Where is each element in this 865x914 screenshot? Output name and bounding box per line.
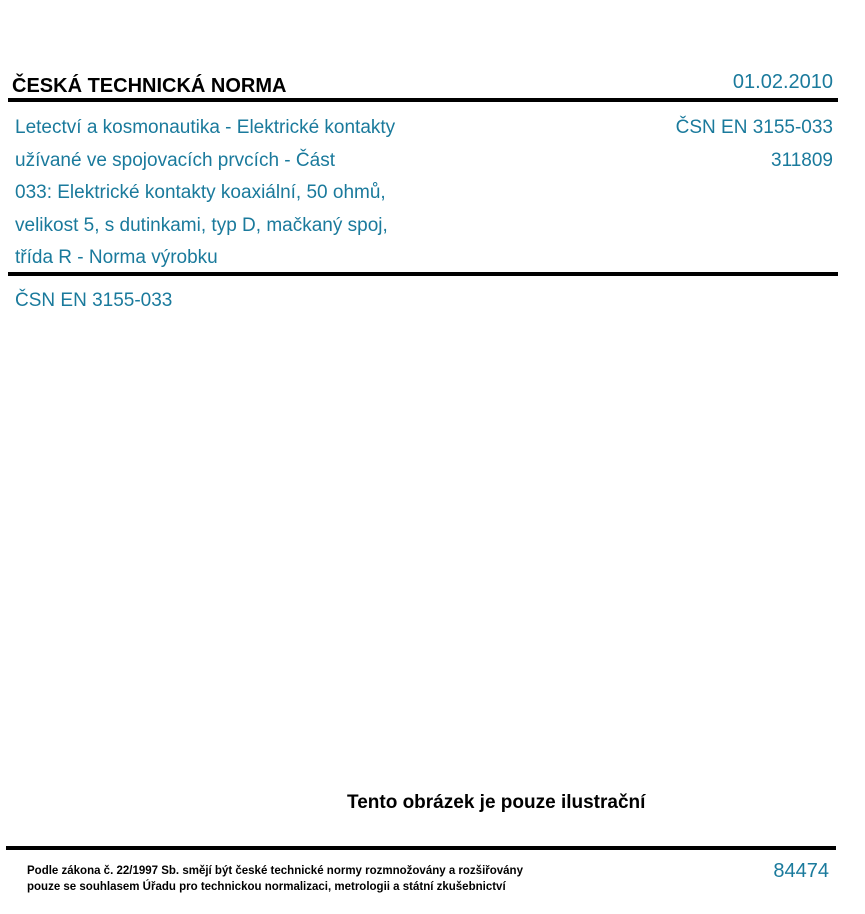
copyright-notice <box>27 864 523 895</box>
document-type-heading: ČESKÁ TECHNICKÁ NORMA <box>12 75 287 97</box>
publication-date: 01.02.2010 <box>732 71 833 93</box>
standard-title-line: Letectví a kosmonautika - Elektrické kontakty <box>15 117 396 138</box>
document-reference: ČSN EN 3155-033 <box>15 290 173 311</box>
standard-title-line: 033: Elektrické kontakty koaxiální, 50 ohmů, <box>15 182 386 203</box>
copyright-notice-line: pouze se souhlasem Úřadu pro technickou normalizaci, metrologii a státní zkušebnictví <box>27 880 506 893</box>
copyright-notice-line: Podle zákona č. 22/1997 Sb. smějí být české technické normy rozmnožovány a rozšiřovány <box>27 865 523 877</box>
illustration-notice: Tento obrázek je pouze ilustrační <box>347 792 646 813</box>
catalog-number: 84474 <box>773 860 829 882</box>
title-divider <box>8 272 838 276</box>
standard-title <box>15 112 395 275</box>
header-divider <box>8 98 838 102</box>
standard-designation: ČSN EN 3155-033 <box>675 117 833 138</box>
standard-title-line: třída R - Norma výrobku <box>15 247 218 268</box>
classification-code: 311809 <box>771 149 833 171</box>
standard-title-line: velikost 5, s dutinkami, typ D, mačkaný spoj, <box>15 214 388 236</box>
standard-codes <box>676 112 833 177</box>
standard-title-line: užívané ve spojovacích prvcích - Část <box>15 149 335 171</box>
footer-divider <box>6 846 836 850</box>
